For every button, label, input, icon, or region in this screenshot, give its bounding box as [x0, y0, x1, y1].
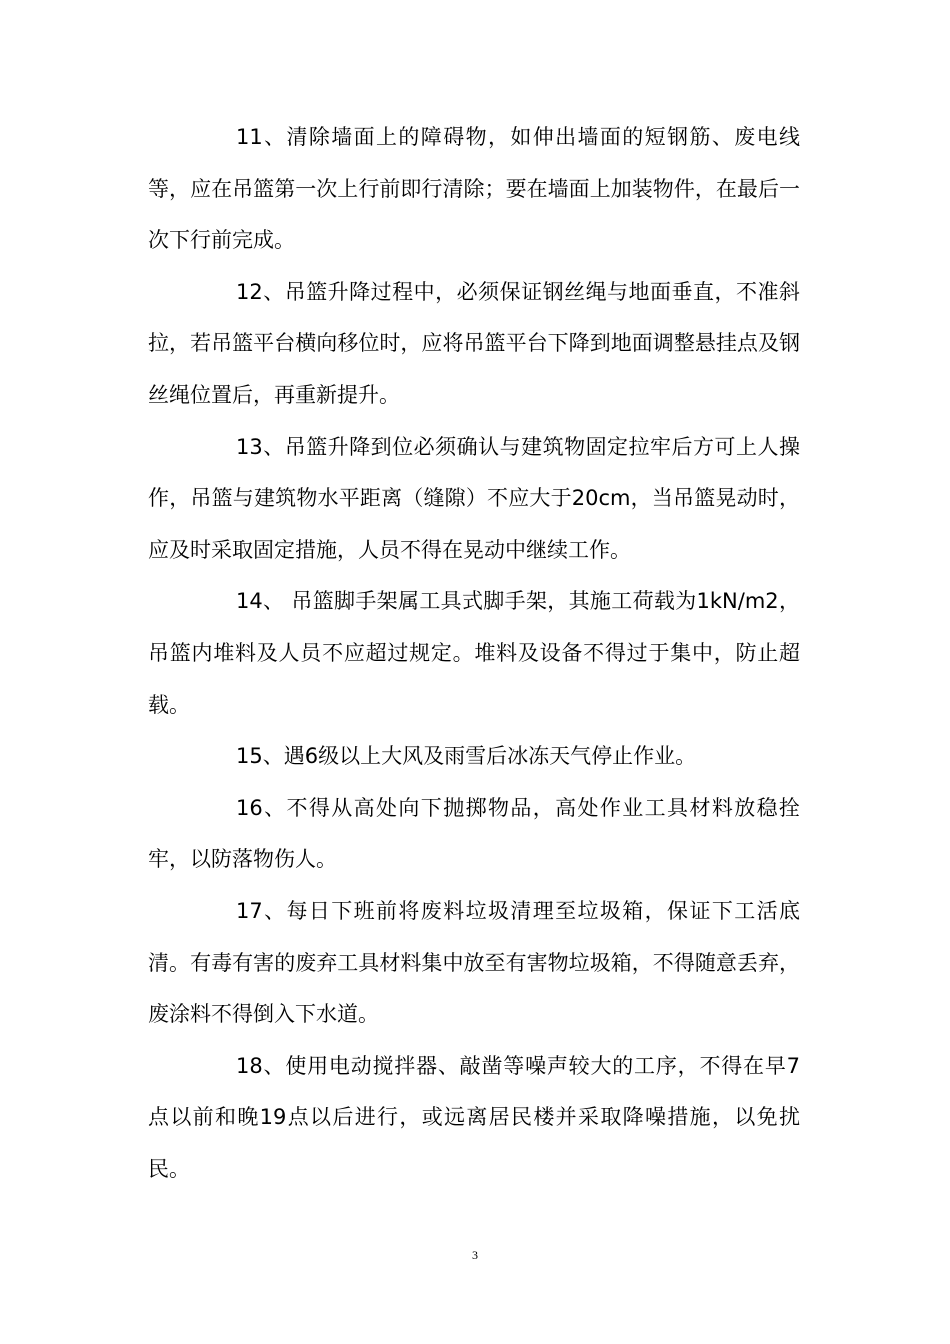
paragraph-item-13: 13、吊篮升降到位必须确认与建筑物固定拉牢后方可上人操作，吊篮与建筑物水平距离（缝隙）不应大于20cm，当吊篮晃动时，应及时采取固定措施，人员不得在晃动中继续工作。 — [148, 434, 800, 562]
document-body — [148, 112, 800, 1195]
paragraph-item-14: 14、 吊篮脚手架属工具式脚手架，其施工荷载为1kN/m2，吊篮内堆料及人员不应超过规定。堆料及设备不得过于集中，防止超载。 — [148, 589, 800, 717]
paragraph-item-15: 15、遇6级以上大风及雨雪后冰冻天气停止作业。 — [236, 744, 697, 769]
page-number: 3 — [472, 1248, 478, 1262]
paragraph-item-17: 17、每日下班前将废料垃圾清理至垃圾箱，保证下工活底清。有毒有害的废弃工具材料集中放至有害物垃圾箱，不得随意丢弃，废涂料不得倒入下水道。 — [148, 898, 800, 1027]
paragraph-item-11: 11、清除墙面上的障碍物，如伸出墙面的短钢筋、废电线等，应在吊篮第一次上行前即行清除；要在墙面上加装物件，在最后一次下行前完成。 — [148, 125, 800, 253]
paragraph-item-16: 16、不得从高处向下抛掷物品，高处作业工具材料放稳拴牢，以防落物伤人。 — [148, 795, 800, 872]
paragraph-item-18: 18、使用电动搅拌器、敲凿等噪声较大的工序，不得在早7点以前和晚19点以后进行，或远离居民楼并采取降噪措施，以免扰民。 — [148, 1053, 800, 1181]
paragraph-item-12: 12、吊篮升降过程中，必须保证钢丝绳与地面垂直，不准斜拉，若吊篮平台横向移位时，应将吊篮平台下降到地面调整悬挂点及钢丝绳位置后，再重新提升。 — [148, 279, 800, 407]
